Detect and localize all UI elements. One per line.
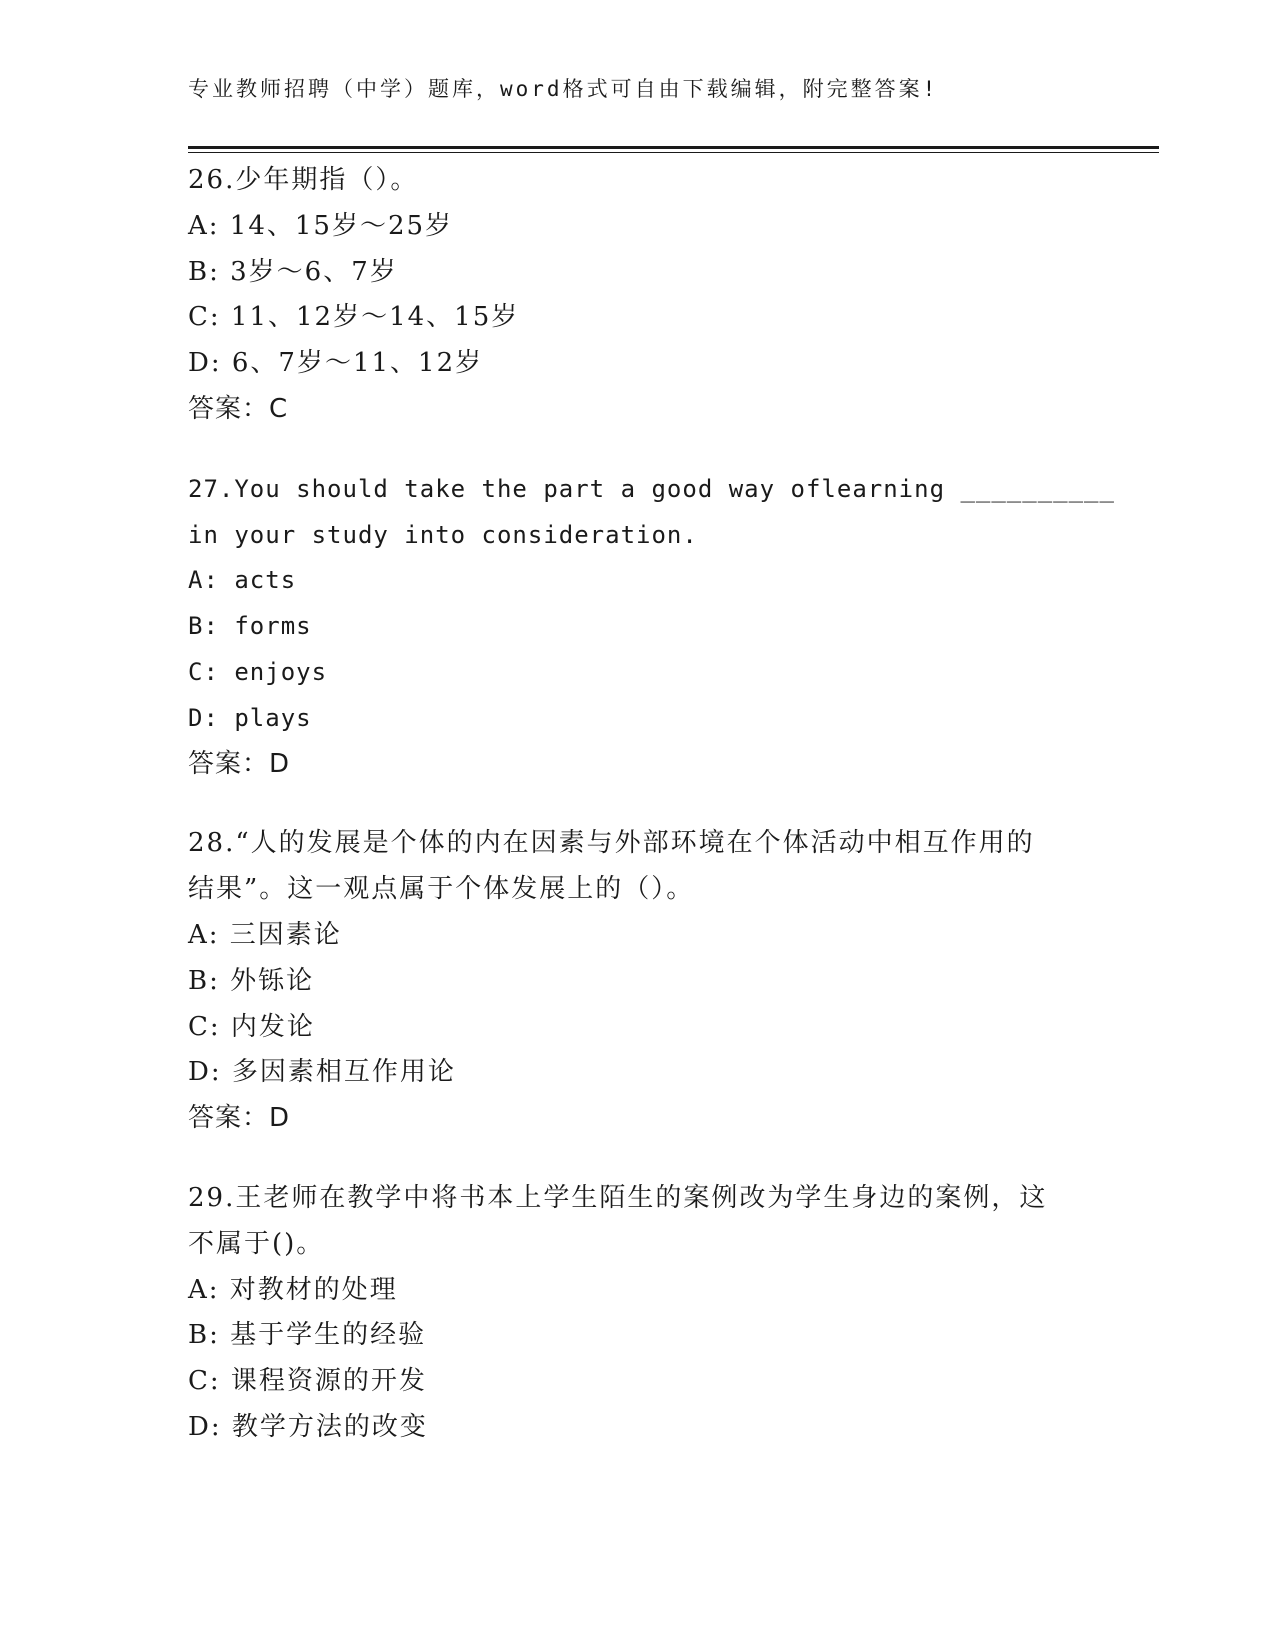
question-26 — [188, 158, 1088, 433]
option-b: B: forms — [188, 612, 312, 641]
option-d: D: 多因素相互作用论 — [188, 1057, 456, 1088]
option-b: B: 外铄论 — [188, 965, 315, 996]
option-a: A: 14、15岁～25岁 — [188, 210, 454, 241]
option-c: C: 11、12岁～14、15岁 — [188, 302, 520, 333]
answer: 答案：D — [188, 748, 291, 779]
header-rule-thin — [188, 152, 1159, 153]
option-c: C: 课程资源的开发 — [188, 1366, 427, 1397]
header-rule-thick — [188, 146, 1159, 149]
option-d: D: 6、7岁～11、12岁 — [188, 348, 484, 379]
page-header: 专业教师招聘（中学）题库，word格式可自由下载编辑，附完整答案! — [188, 77, 939, 101]
option-c: C: enjoys — [188, 657, 328, 686]
option-b: B: 基于学生的经验 — [188, 1320, 427, 1351]
question-stem: 27.You should take the part a good way oflearning __________ — [188, 474, 1115, 503]
question-stem-continued: in your study into consideration. — [188, 520, 698, 549]
option-c: C: 内发论 — [188, 1011, 315, 1042]
question-stem: 28.“人的发展是个体的内在因素与外部环境在个体活动中相互作用的 — [188, 828, 1035, 859]
question-stem: 29.王老师在教学中将书本上学生陌生的案例改为学生身边的案例，这 — [188, 1182, 1048, 1213]
question-27 — [188, 467, 1115, 788]
question-29 — [188, 1176, 1088, 1451]
option-d: D: plays — [188, 703, 312, 732]
question-stem-continued: 结果”。这一观点属于个体发展上的（）。 — [188, 874, 695, 905]
option-a: A: 对教材的处理 — [188, 1274, 398, 1305]
option-a: A: 三因素论 — [188, 919, 342, 950]
question-list — [188, 158, 1115, 1485]
answer: 答案：C — [188, 393, 289, 424]
question-stem: 26.少年期指（）。 — [188, 165, 419, 195]
option-b: B: 3岁～6、7岁 — [188, 256, 398, 287]
question-stem-continued: 不属于()。 — [188, 1228, 325, 1259]
option-a: A: acts — [188, 566, 297, 595]
option-d: D: 教学方法的改变 — [188, 1411, 428, 1442]
question-28 — [188, 821, 1088, 1142]
answer: 答案：D — [188, 1103, 291, 1134]
